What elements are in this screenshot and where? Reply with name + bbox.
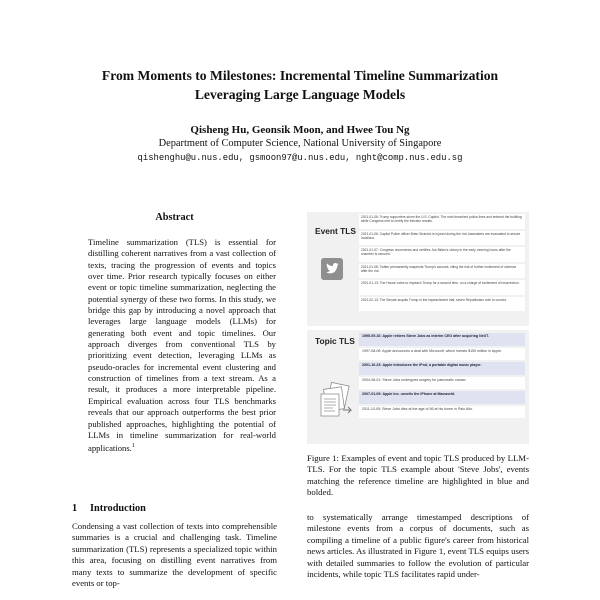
event-item: 2021-01-06: Capitol Police officer Brian Sicknick is injured during the riot; lawmakers are evacuated to secure locations. xyxy=(359,231,525,246)
document-stack-icon xyxy=(317,380,353,424)
twitter-bird-icon xyxy=(321,258,343,280)
event-timeline-list xyxy=(359,214,525,313)
paper-title xyxy=(40,66,560,104)
footnote-marker[interactable]: 1 xyxy=(131,443,135,450)
topic-item: 2001-10-23: Apple introduces the iPod, a portable digital music player. xyxy=(359,362,525,375)
abstract-body xyxy=(88,237,276,454)
author-emails[interactable]: qishenghu@u.nus.edu, gsmoon97@u.nus.edu, nght@comp.nus.edu.sg xyxy=(137,153,463,163)
event-item: 2021-01-06: Trump supporters storm the U.S. Capitol. The mob breached police lines and entered the building while Congress met to certify the election results. xyxy=(359,214,525,229)
topic-item: 2011-10-05: Steve Jobs dies at the age of 56 at his home in Palo Alto. xyxy=(359,406,525,419)
topic-item: 2004-08-01: Steve Jobs undergoes surgery for pancreatic cancer. xyxy=(359,377,525,390)
topic-tls-label: Topic TLS xyxy=(315,336,355,346)
event-item: 2021-02-13: The Senate acquits Trump in the impeachment trial; seven Republicans vote to convict. xyxy=(359,297,525,312)
topic-item: 1997-08-06: Apple announces a deal with Microsoft, which invests $150 million in Apple. xyxy=(359,348,525,361)
section-number: 1 xyxy=(72,503,78,514)
title-line-2: Leveraging Large Language Models xyxy=(194,87,406,102)
intro-paragraph-left: Condensing a vast collection of texts into comprehensible summaries is a crucial and challenging task. Timeline summarization (TLS) represents a specialized topic within this area, focusing on distilling event narratives from many texts to summarize the development of specific events or top- xyxy=(72,521,277,589)
intro-paragraph-right: to systematically arrange timestamped descriptions of milestone events from a corpus of documents, such as compiling a timeline of a public figure's career from historical news articles. As illustrated in Figure 1, event TLS equips users with detailed summaries to follow the evolution of particular incidents, while topic TLS facilitates rapid under- xyxy=(307,512,529,580)
topic-timeline-list xyxy=(359,333,525,420)
title-line-1: From Moments to Milestones: Incremental Timeline Summarization xyxy=(101,68,499,83)
section-title: Introduction xyxy=(90,503,146,514)
event-tls-label: Event TLS xyxy=(315,226,356,236)
abstract-text: Timeline summarization (TLS) is essential for distilling coherent narratives from a vast collection of texts, tracing the progression of events and topics over time. Prior research typically focuses on either event or topic timeline summarization, neglecting the potential synergy of these two forms. In this study, we bridge this gap by introducing a novel approach that leverages large language models (LLMs) for generating both event and topic timelines. Our approach diverges from conventional TLS by prioritizing event detection, leveraging LLMs as pseudo-oracles for incremental event clustering and construction of timelines from a text stream. As a result, it produces a more interpretable pipeline. Empirical evaluation across four TLS benchmarks reveals that our approach outperforms the best prior published approaches, highlighting the potential of LLMs in timeline summarization for real-world applications. xyxy=(88,237,276,454)
author-list: Qisheng Hu, Geonsik Moon, and Hwee Tou Ng xyxy=(190,124,410,136)
topic-item: 1995-09-16: Apple rehires Steve Jobs as interim CEO after acquiring NeXT. xyxy=(359,333,525,346)
event-item: 2021-01-13: The House votes to impeach Trump for a second time, on a charge of incitement of insurrection. xyxy=(359,280,525,295)
figure-1 xyxy=(307,204,529,444)
event-item: 2021-01-08: Twitter permanently suspends Trump's account, citing the risk of further incitement of violence after the riot. xyxy=(359,264,525,279)
topic-tls-panel xyxy=(307,330,529,444)
abstract-heading: Abstract xyxy=(155,212,194,223)
affiliation: Department of Computer Science, National University of Singapore xyxy=(158,138,442,149)
topic-item: 2007-01-09: Apple Inc. unveils the iPhone at Macworld. xyxy=(359,391,525,404)
figure-caption: Figure 1: Examples of event and topic TLS produced by LLM-TLS. For the topic TLS example about 'Steve Jobs', events matching the reference timeline are highlighted in blue and bolded. xyxy=(307,453,529,498)
section-heading xyxy=(72,503,146,514)
event-tls-panel xyxy=(307,212,529,326)
event-item: 2021-01-07: Congress reconvenes and certifies Joe Biden's victory in the early morning hours after the chamber is secured. xyxy=(359,247,525,262)
